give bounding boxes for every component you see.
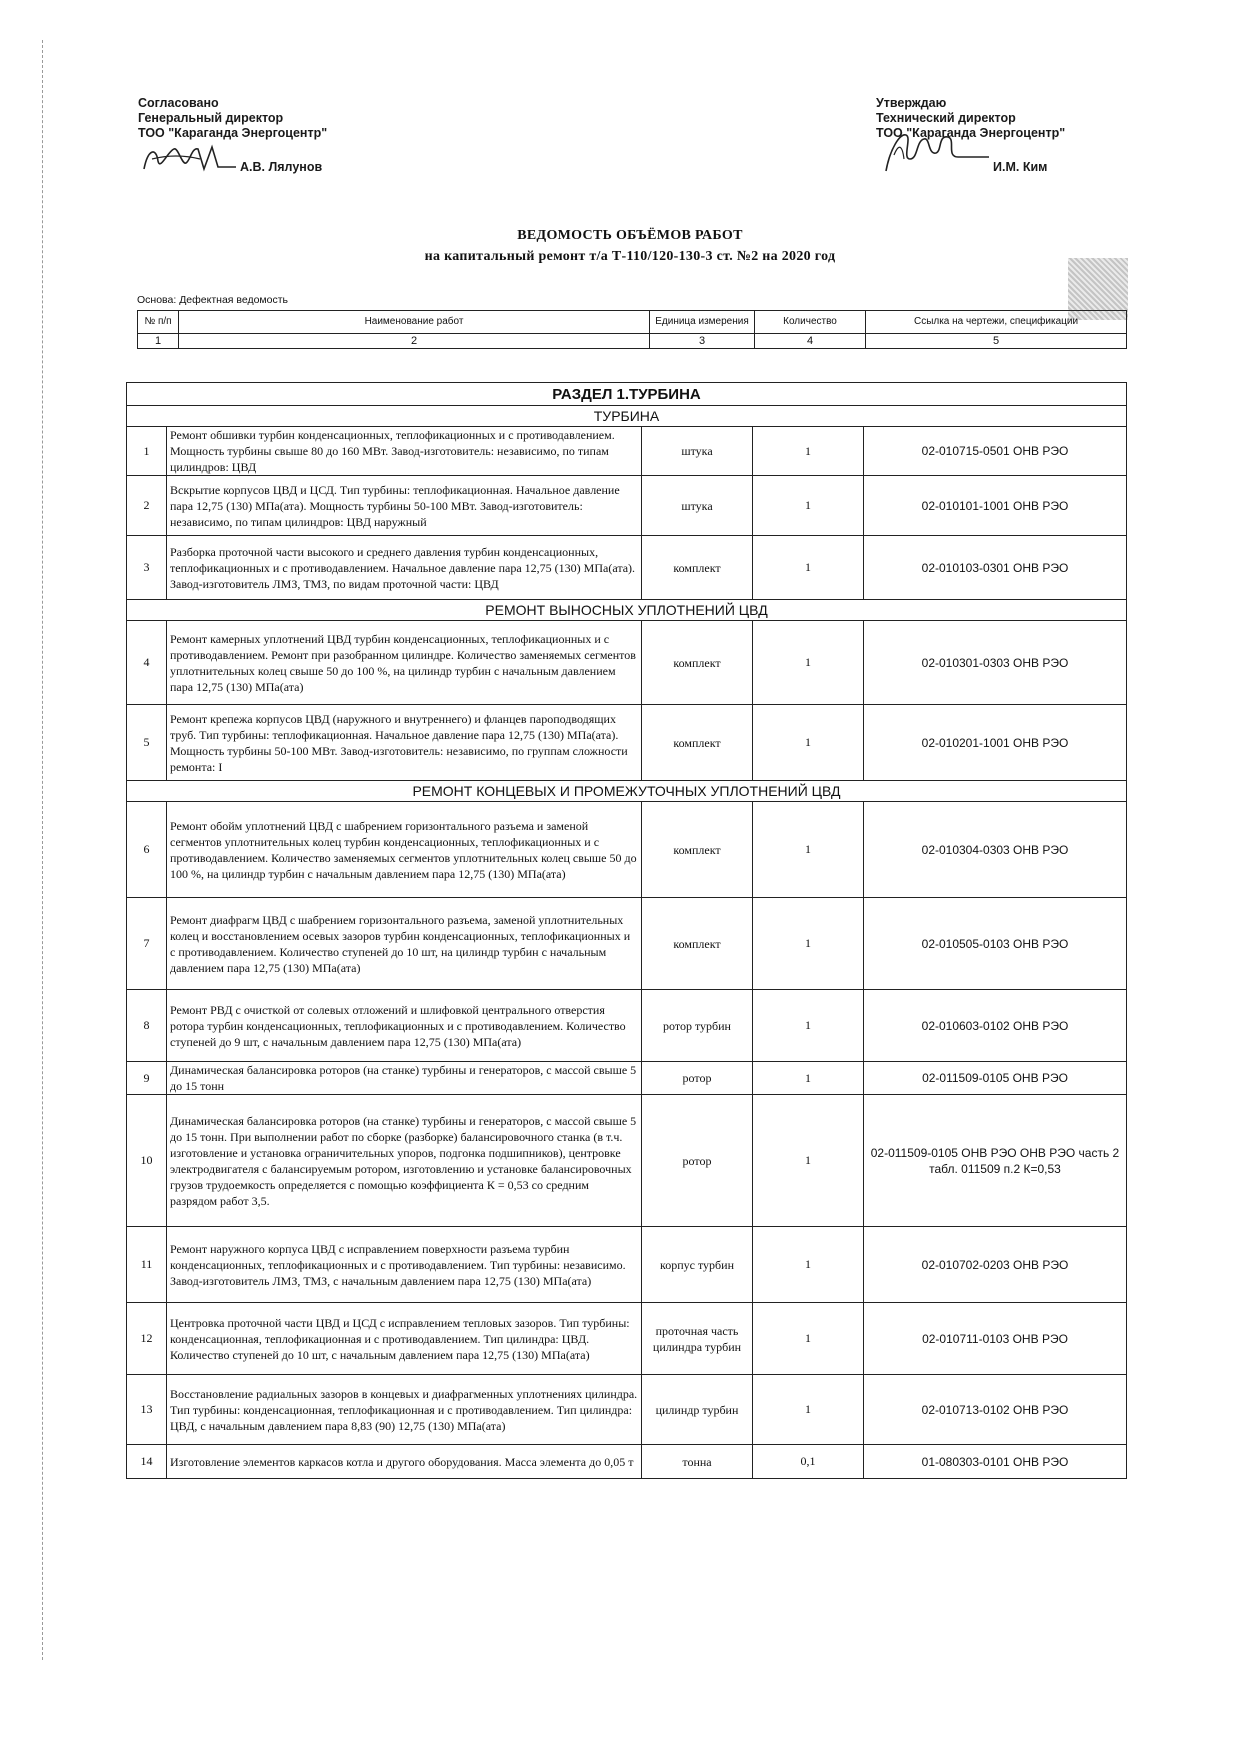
handwritten-signature-right <box>876 129 991 175</box>
table-row <box>127 898 1127 990</box>
row-quantity: 1 <box>753 476 864 536</box>
works-table <box>126 382 1127 1479</box>
row-number: 13 <box>127 1375 167 1445</box>
row-description: Ремонт наружного корпуса ЦВД с исправлением поверхности разъема турбин конденсационных, теплофикационных и с противодавлением. Тип турбины: независимо. Завод-изготовитель ЛМЗ, ТМЗ, с начальным давлением пара 12,75 (130) МПа(ата) <box>167 1227 642 1303</box>
row-number: 8 <box>127 990 167 1062</box>
row-unit: комплект <box>642 705 753 781</box>
col-num-1: 1 <box>138 334 179 349</box>
row-number: 7 <box>127 898 167 990</box>
approval-block-left <box>138 96 327 175</box>
row-quantity: 1 <box>753 1062 864 1095</box>
row-reference: 02-010201-1001 ОНВ РЭО <box>864 705 1127 781</box>
row-reference: 02-011509-0105 ОНВ РЭО <box>864 1062 1127 1095</box>
col-num-2: 2 <box>179 334 650 349</box>
table-row <box>127 1303 1127 1375</box>
section-title: РЕМОНТ КОНЦЕВЫХ И ПРОМЕЖУТОЧНЫХ УПЛОТНЕНИЙ ЦВД <box>127 781 1127 802</box>
row-description: Изготовление элементов каркасов котла и другого оборудования. Масса элемента до 0,05 т <box>167 1445 642 1479</box>
row-number: 12 <box>127 1303 167 1375</box>
row-reference: 02-010702-0203 ОНВ РЭО <box>864 1227 1127 1303</box>
section-row <box>127 600 1127 621</box>
row-reference: 02-010715-0501 ОНВ РЭО <box>864 427 1127 476</box>
column-number-row <box>138 334 1127 349</box>
scan-edge-line <box>42 40 43 1660</box>
row-description: Восстановление радиальных зазоров в концевых и диафрагменных уплотнениях цилиндра. Тип турбины: конденсационная, теплофикационная и с противодавлением. Тип цилиндра: ЦВД, с начальным давлением пара 8,83 (90) 12,75 (130) МПа(ата) <box>167 1375 642 1445</box>
table-row <box>127 476 1127 536</box>
row-description: Ремонт диафрагм ЦВД с шабрением горизонтального разъема, заменой уплотнительных колец и восстановлением осевых зазоров турбин конденсационных, теплофикационных и с противодавлением. Количество ступеней до 10 шт, на цилиндр турбин с начальным давлением пара 12,75 (130) МПа(ата) <box>167 898 642 990</box>
header-name: Наименование работ <box>179 311 650 334</box>
row-reference: 02-010713-0102 ОНВ РЭО <box>864 1375 1127 1445</box>
row-quantity: 1 <box>753 536 864 600</box>
row-number: 9 <box>127 1062 167 1095</box>
row-description: Центровка проточной части ЦВД и ЦСД с исправлением тепловых зазоров. Тип турбины: конденсационная, теплофикационная и с противодавлением. Тип цилиндра: ЦВД. Количество ступеней до 10 шт, с начальным давлением пара 12,75 (130) МПа(ата) <box>167 1303 642 1375</box>
table-row <box>127 802 1127 898</box>
table-row <box>127 990 1127 1062</box>
row-quantity: 1 <box>753 802 864 898</box>
document-title <box>130 227 1130 266</box>
table-row <box>127 1375 1127 1445</box>
header-ref: Ссылка на чертежи, спецификации <box>866 311 1127 334</box>
row-reference: 02-010103-0301 ОНВ РЭО <box>864 536 1127 600</box>
row-quantity: 1 <box>753 427 864 476</box>
row-number: 11 <box>127 1227 167 1303</box>
row-quantity: 1 <box>753 621 864 705</box>
row-unit: ротор <box>642 1062 753 1095</box>
row-number: 2 <box>127 476 167 536</box>
section-row <box>127 406 1127 427</box>
row-description: Динамическая балансировка роторов (на станке) турбины и генераторов, с массой свыше 5 до 15 тонн. При выполнении работ по сборке (разборке) балансировочного станка (в т.ч. изготовление и установка ограничительных упоров, подгонка подшипников), центровке электродвигателя с балансируемым ротором, изготовлению и установке балансировочных грузов трудоемкость определяется с помощью коэффициента К = 0,53 со средним разрядом работ 3,5. <box>167 1095 642 1227</box>
section-title: РЕМОНТ ВЫНОСНЫХ УПЛОТНЕНИЙ ЦВД <box>127 600 1127 621</box>
row-description: Ремонт обшивки турбин конденсационных, теплофикационных и с противодавлением. Мощность турбины свыше 80 до 160 МВт. Завод-изготовитель: независимо, по типам цилиндров: ЦВД <box>167 427 642 476</box>
row-unit: тонна <box>642 1445 753 1479</box>
table-row <box>127 1445 1127 1479</box>
basis-label: Основа: Дефектная ведомость <box>137 294 289 306</box>
row-number: 14 <box>127 1445 167 1479</box>
row-description: Вскрытие корпусов ЦВД и ЦСД. Тип турбины: теплофикационная. Начальное давление пара 12,75 (130) МПа(ата). Мощность турбины 50-100 МВт. Завод-изготовитель: независимо, по типам цилиндров: ЦВД наружный <box>167 476 642 536</box>
row-reference: 02-010304-0303 ОНВ РЭО <box>864 802 1127 898</box>
table-row <box>127 1095 1127 1227</box>
row-unit: комплект <box>642 802 753 898</box>
section-main-title: РАЗДЕЛ 1.ТУРБИНА <box>127 383 1127 406</box>
row-reference: 02-011509-0105 ОНВ РЭО ОНВ РЭО часть 2 табл. 011509 п.2 К=0,53 <box>864 1095 1127 1227</box>
row-unit: комплект <box>642 898 753 990</box>
row-reference: 02-010505-0103 ОНВ РЭО <box>864 898 1127 990</box>
approval-right-line2: Технический директор <box>876 111 1016 125</box>
row-unit: цилиндр турбин <box>642 1375 753 1445</box>
works-table-body <box>127 383 1127 1479</box>
row-unit: комплект <box>642 536 753 600</box>
table-row <box>127 427 1127 476</box>
header-unit: Единица измерения <box>650 311 755 334</box>
table-row <box>127 621 1127 705</box>
col-num-5: 5 <box>866 334 1127 349</box>
approval-right-line3: ТОО "Караганда Энергоцентр" <box>876 126 1066 140</box>
header-qty: Количество <box>755 311 866 334</box>
row-description: Ремонт камерных уплотнений ЦВД турбин конденсационных, теплофикационных и с противодавлением. Ремонт при разобранном цилиндре. Количество заменяемых сегментов уплотнительных колец свыше 50 до 100 %, на цилиндр турбин с начальным давлением пара 12,75 (130) МПа(ата) <box>167 621 642 705</box>
row-unit: ротор турбин <box>642 990 753 1062</box>
table-row <box>127 705 1127 781</box>
approval-left-signature-line <box>138 141 327 175</box>
column-header-row <box>138 311 1127 334</box>
table-row <box>127 1062 1127 1095</box>
section-main-row <box>127 383 1127 406</box>
col-num-3: 3 <box>650 334 755 349</box>
row-number: 10 <box>127 1095 167 1227</box>
document-title-main: ВЕДОМОСТЬ ОБЪЁМОВ РАБОТ <box>517 228 743 243</box>
row-reference: 02-010603-0102 ОНВ РЭО <box>864 990 1127 1062</box>
table-row <box>127 536 1127 600</box>
row-description: Ремонт крепежа корпусов ЦВД (наружного и внутреннего) и фланцев пароподводящих труб. Тип турбины: теплофикационная. Начальное давление пара 12,75 (130) МПа(ата). Мощность турбины 50-100 МВт. Завод-изготовитель: независимо, по группам сложности ремонта: I <box>167 705 642 781</box>
row-quantity: 0,1 <box>753 1445 864 1479</box>
row-number: 1 <box>127 427 167 476</box>
row-description: Ремонт обойм уплотнений ЦВД с шабрением горизонтального разъема и заменой сегментов уплотнительных колец турбин конденсационных, теплофикационных и с противодавлением. Количество заменяемых сегментов уплотнительных колец свыше 50 до 100 %, на цилиндр турбин с начальным давлением пара 12,75 (130) МПа(ата) <box>167 802 642 898</box>
row-number: 6 <box>127 802 167 898</box>
header-num: № п/п <box>138 311 179 334</box>
row-unit: комплект <box>642 621 753 705</box>
table-row <box>127 1227 1127 1303</box>
approval-right-name: И.М. Ким <box>993 160 1048 174</box>
section-row <box>127 781 1127 802</box>
row-description: Ремонт РВД с очисткой от солевых отложений и шлифовкой центрального отверстия ротора турбин конденсационных, теплофикационных и с противодавлением. Количество ступеней до 9 шт, с начальным давлением пара 12,75 (130) МПа(ата) <box>167 990 642 1062</box>
approval-right-signature-line <box>876 141 1065 175</box>
row-unit: корпус турбин <box>642 1227 753 1303</box>
row-unit: штука <box>642 476 753 536</box>
row-quantity: 1 <box>753 705 864 781</box>
row-number: 5 <box>127 705 167 781</box>
approval-left-line3: ТОО "Караганда Энергоцентр" <box>138 126 328 140</box>
row-quantity: 1 <box>753 990 864 1062</box>
handwritten-signature-left <box>138 141 238 175</box>
row-reference: 01-080303-0101 ОНВ РЭО <box>864 1445 1127 1479</box>
row-quantity: 1 <box>753 898 864 990</box>
column-header-table <box>137 310 1127 349</box>
approval-left-line1: Согласовано <box>138 96 219 110</box>
row-unit: проточная часть цилиндра турбин <box>642 1303 753 1375</box>
row-number: 3 <box>127 536 167 600</box>
approval-right-line1: Утверждаю <box>876 96 947 110</box>
col-num-4: 4 <box>755 334 866 349</box>
row-reference: 02-010301-0303 ОНВ РЭО <box>864 621 1127 705</box>
row-description: Разборка проточной части высокого и среднего давления турбин конденсационных, теплофикационных и с противодавлением. Начальное давление пара 12,75 (130) МПа(ата). Завод-изготовитель ЛМЗ, ТМЗ, по видам проточной части: ЦВД <box>167 536 642 600</box>
row-quantity: 1 <box>753 1227 864 1303</box>
row-unit: ротор <box>642 1095 753 1227</box>
row-quantity: 1 <box>753 1303 864 1375</box>
document-title-sub: на капитальный ремонт т/а Т-110/120-130-3 ст. №2 на 2020 год <box>424 249 836 264</box>
row-reference: 02-010101-1001 ОНВ РЭО <box>864 476 1127 536</box>
approval-left-name: А.В. Лялунов <box>240 160 323 174</box>
row-description: Динамическая балансировка роторов (на станке) турбины и генераторов, с массой свыше 5 до 15 тонн <box>167 1062 642 1095</box>
row-unit: штука <box>642 427 753 476</box>
approval-block-right <box>876 96 1065 175</box>
row-reference: 02-010711-0103 ОНВ РЭО <box>864 1303 1127 1375</box>
row-quantity: 1 <box>753 1375 864 1445</box>
row-quantity: 1 <box>753 1095 864 1227</box>
row-number: 4 <box>127 621 167 705</box>
approval-left-line2: Генеральный директор <box>138 111 284 125</box>
section-title: ТУРБИНА <box>127 406 1127 427</box>
